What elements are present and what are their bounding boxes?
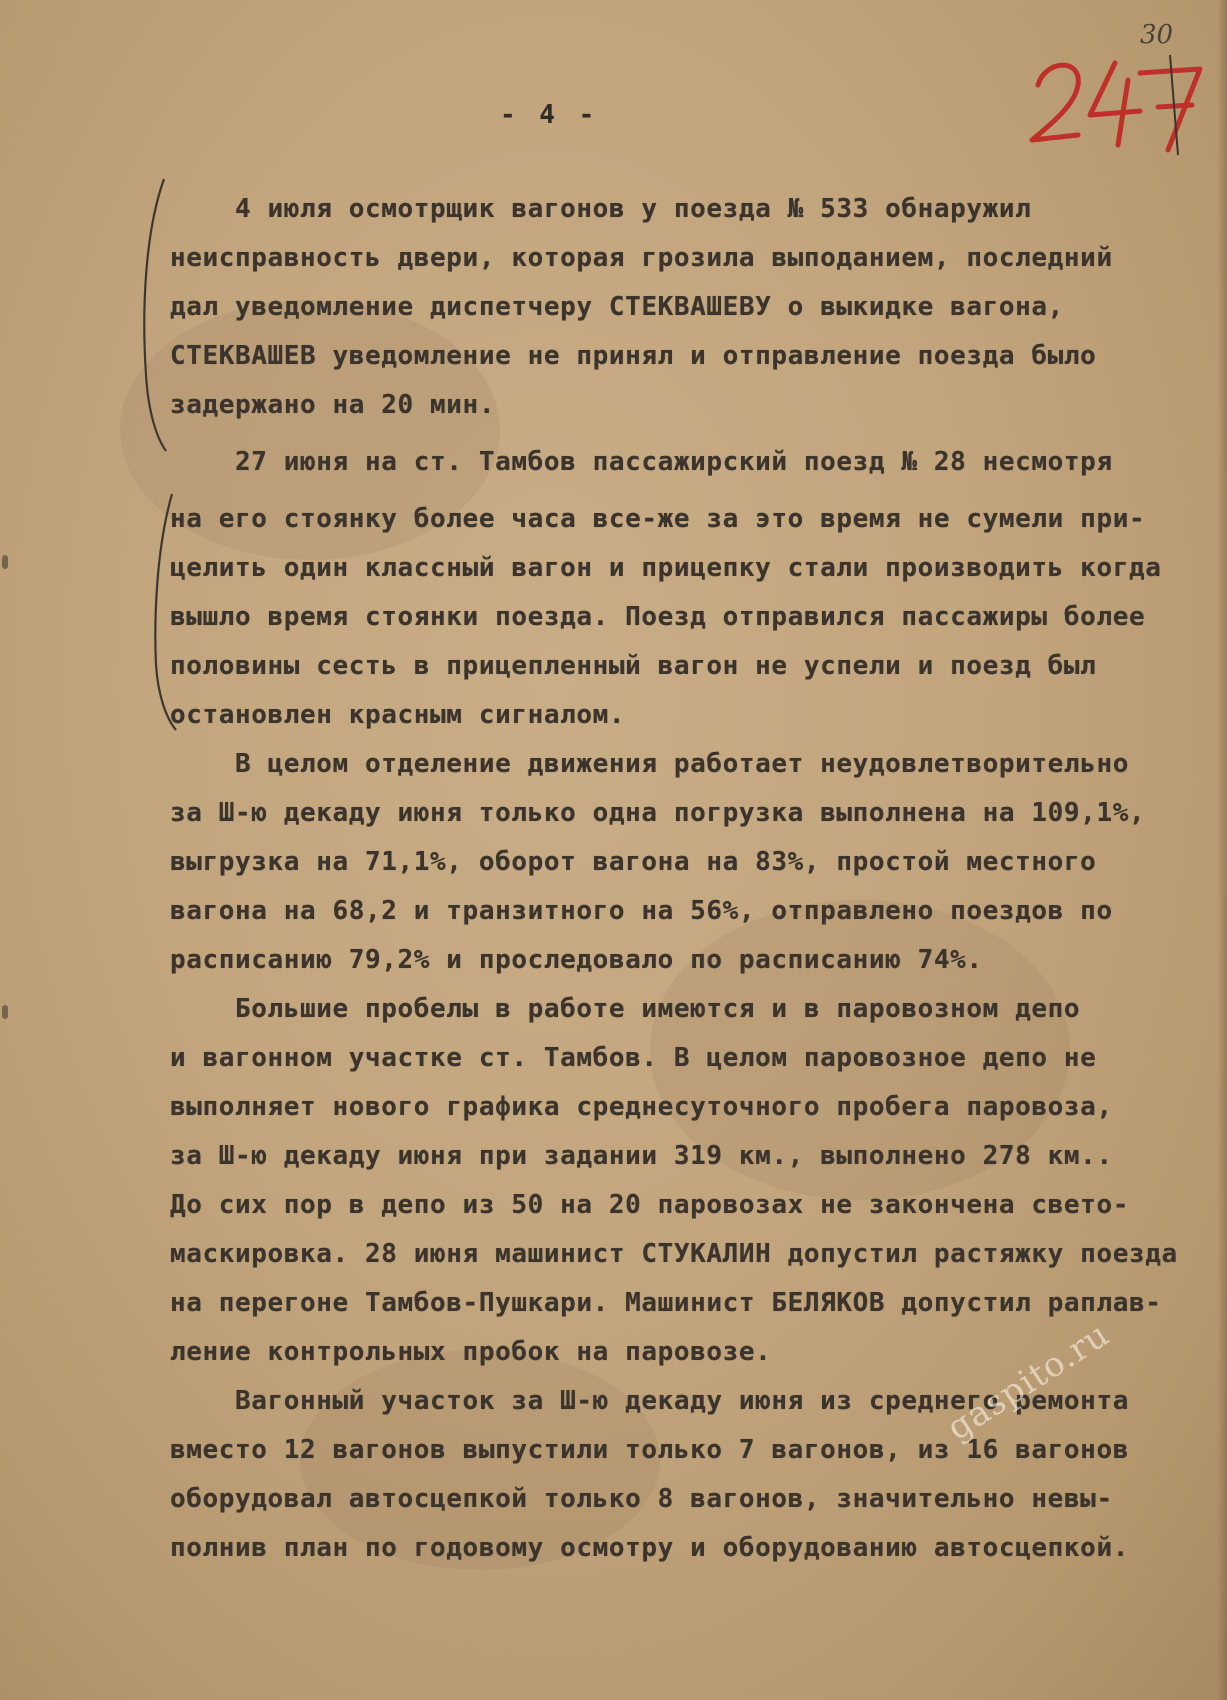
page-edge-shadow [1217,0,1227,1700]
text-line: Вагонный участок за Ш-ю декаду июня из среднего ремонта [170,1386,1129,1416]
binding-hole-mark [2,555,8,569]
page-number: - 4 - [500,100,599,130]
text-line: маскировка. 28 июня машинист СТУКАЛИН допустил растяжку поезда [170,1239,1178,1269]
red-folio-handwriting [1020,45,1215,165]
text-line: оборудовал автосцепкой только 8 вагонов, значительно невы- [170,1484,1113,1514]
text-line: вышло время стоянки поезда. Поезд отправился пассажиры более [170,602,1146,632]
watermark: gaspito.ru [940,1314,1117,1449]
text-line: вместо 12 вагонов выпустили только 7 вагонов, из 16 вагонов [170,1435,1129,1465]
text-line: половины сесть в прицепленный вагон не успели и поезд был [170,651,1097,681]
text-line: вагона на 68,2 и транзитного на 56%, отправлено поездов по [170,896,1113,926]
text-line: В целом отделение движения работает неудовлетворительно [170,749,1129,779]
text-line: дал уведомление диспетчеру СТЕКВАШЕВУ о выкидке вагона, [170,292,1064,322]
text-line: ление контрольных пробок на паровозе. [170,1337,772,1367]
text-line: выполняет нового графика среднесуточного пробега паровоза, [170,1092,1113,1122]
text-line: на перегоне Тамбов-Пушкари. Машинист БЕЛЯКОВ допустил раплав- [170,1288,1162,1318]
margin-bracket-1 [140,175,170,455]
text-line: 27 июня на ст. Тамбов пассажирский поезд № 28 несмотря [170,447,1113,477]
text-line: СТЕКВАШЕВ уведомление не принял и отправление поезда было [170,341,1097,371]
text-line: за Ш-ю декаду июня только одна погрузка выполнена на 109,1%, [170,798,1146,828]
text-line: неисправность двери, которая грозила выподанием, последний [170,243,1113,273]
binding-hole-mark [2,1005,8,1019]
text-line: Большие пробелы в работе имеются и в паровозном депо [170,994,1081,1024]
text-line: полнив план по годовому осмотру и оборудованию автосцепкой. [170,1533,1129,1563]
text-line: задержано на 20 мин. [170,390,496,420]
archive-folio-number: 30 [1140,20,1174,50]
text-line: 4 июля осмотрщик вагонов у поезда № 533 обнаружил [170,194,1032,224]
text-line: на его стоянку более часа все-же за это время не сумели при- [170,504,1146,534]
text-line: целить один классный вагон и прицепку стали производить когда [170,553,1162,583]
text-line: выгрузка на 71,1%, оборот вагона на 83%, простой местного [170,847,1097,877]
text-line: за Ш-ю декаду июня при задании 319 км., выполнено 278 км.. [170,1141,1113,1171]
text-line: остановлен красным сигналом. [170,700,626,730]
text-line: До сих пор в депо из 50 на 20 паровозах не закончена свето- [170,1190,1129,1220]
text-line: и вагонном участке ст. Тамбов. В целом паровозное депо не [170,1043,1097,1073]
text-line: расписанию 79,2% и проследовало по расписанию 74%. [170,945,983,975]
